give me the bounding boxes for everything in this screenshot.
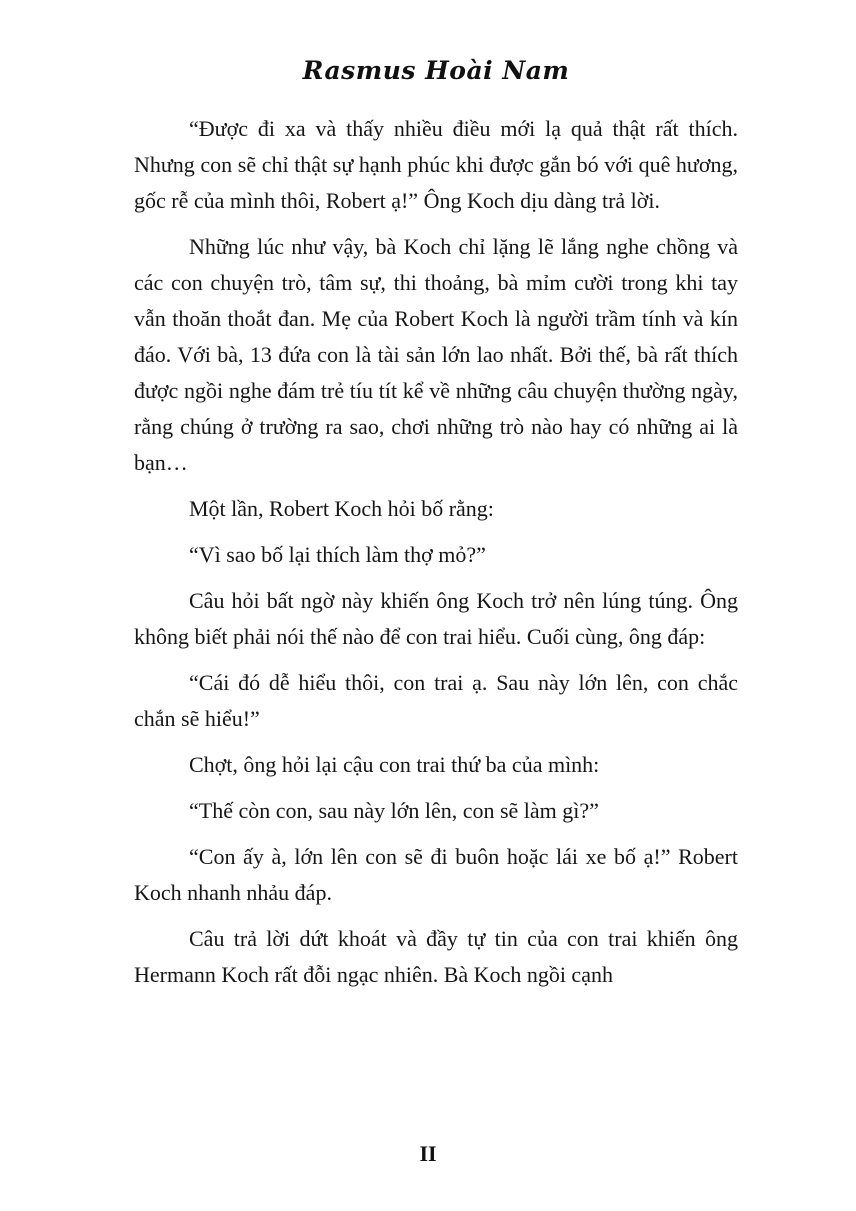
paragraph: “Con ấy à, lớn lên con sẽ đi buôn hoặc lái xe bố ạ!” Robert Koch nhanh nhảu đáp. [134, 844, 738, 905]
paragraph: Câu trả lời dứt khoát và đầy tự tin của con trai khiến ông Hermann Koch rất đỗi ngạc nhiên. Bà Koch ngồi cạnh [134, 926, 738, 987]
paragraph: Câu hỏi bất ngờ này khiến ông Koch trở nên lúng túng. Ông không biết phải nói thế nào để con trai hiểu. Cuối cùng, ông đáp: [134, 588, 738, 649]
page-number: II [419, 1141, 437, 1166]
paragraph: Những lúc như vậy, bà Koch chỉ lặng lẽ lắng nghe chồng và các con chuyện trò, tâm sự, thi thoảng, bà mỉm cười trong khi tay vẫn thoăn thoắt đan. Mẹ của Robert Koch là người trầm tính và kín đáo. Với bà, 13 đứa con là tài sản lớn lao nhất. Bởi thế, bà rất thích được ngồi nghe đám trẻ tíu tít kể về những câu chuyện thường ngày, rằng chúng ở trường ra sao, chơi những trò nào hay có những ai là bạn… [134, 234, 738, 475]
paragraph: Chợt, ông hỏi lại cậu con trai thứ ba của mình: [189, 752, 600, 777]
paragraph: “Được đi xa và thấy nhiều điều mới lạ quả thật rất thích. Nhưng con sẽ chỉ thật sự hạnh phúc khi được gắn bó với quê hương, gốc rễ của mình thôi, Robert ạ!” Ông Koch dịu dàng trả lời. [134, 116, 738, 213]
body-text [134, 111, 738, 993]
paragraph: Một lần, Robert Koch hỏi bố rằng: [189, 496, 494, 521]
running-header: Rasmus Hoài Nam [302, 56, 570, 85]
paragraph: “Cái đó dễ hiểu thôi, con trai ạ. Sau này lớn lên, con chắc chắn sẽ hiểu!” [134, 670, 738, 731]
paragraph: “Thế còn con, sau này lớn lên, con sẽ làm gì?” [189, 798, 599, 823]
paragraph: “Vì sao bố lại thích làm thợ mỏ?” [189, 542, 486, 567]
